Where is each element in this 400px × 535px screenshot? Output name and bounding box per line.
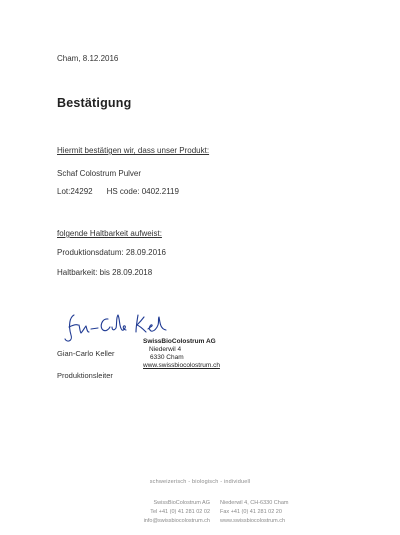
signer-role: Produktionsleiter bbox=[57, 371, 113, 380]
stamp-city: 6330 Cham bbox=[150, 354, 184, 361]
letter-date: Cham, 8.12.2016 bbox=[57, 54, 119, 63]
footer-website: www.swissbiocolostrum.ch bbox=[220, 518, 286, 524]
footer-tagline: schweizerisch - biologisch - individuell bbox=[149, 479, 251, 485]
footer-row bbox=[122, 508, 316, 517]
letter-title: Bestätigung bbox=[57, 96, 132, 110]
footer-company: SwissBioColostrum AG bbox=[153, 500, 210, 506]
lot-row bbox=[57, 187, 179, 196]
footer-address: Niederwil 4, CH-6330 Cham bbox=[220, 500, 289, 506]
production-date: Produktionsdatum: 28.09.2016 bbox=[57, 248, 166, 257]
expiry-date: Haltbarkeit: bis 28.09.2018 bbox=[57, 268, 153, 277]
footer-fax: Fax +41 (0) 41 281 02 20 bbox=[220, 509, 282, 515]
signer-name: Gian-Carlo Keller bbox=[57, 349, 115, 358]
durability-heading: folgende Haltbarkeit aufweist: bbox=[57, 229, 162, 238]
product-name: Schaf Colostrum Pulver bbox=[57, 169, 142, 178]
company-stamp bbox=[143, 338, 220, 370]
footer-row bbox=[122, 517, 316, 526]
footer-contact bbox=[122, 499, 316, 526]
stamp-company: SwissBioColostrum AG bbox=[143, 338, 216, 345]
footer-email: info@swissbiocolostrum.ch bbox=[143, 518, 210, 524]
intro-line: Hiermit bestätigen wir, dass unser Produkt: bbox=[57, 146, 210, 155]
stamp-street: Niederwil 4 bbox=[149, 346, 182, 353]
stamp-web: www.swissbiocolostrum.ch bbox=[143, 362, 220, 369]
lot-number: Lot:24292 bbox=[57, 187, 93, 196]
footer-phone: Tel +41 (0) 41 281 02 02 bbox=[150, 509, 210, 515]
hs-code: HS code: 0402.2119 bbox=[106, 187, 179, 196]
footer-row bbox=[122, 499, 316, 508]
